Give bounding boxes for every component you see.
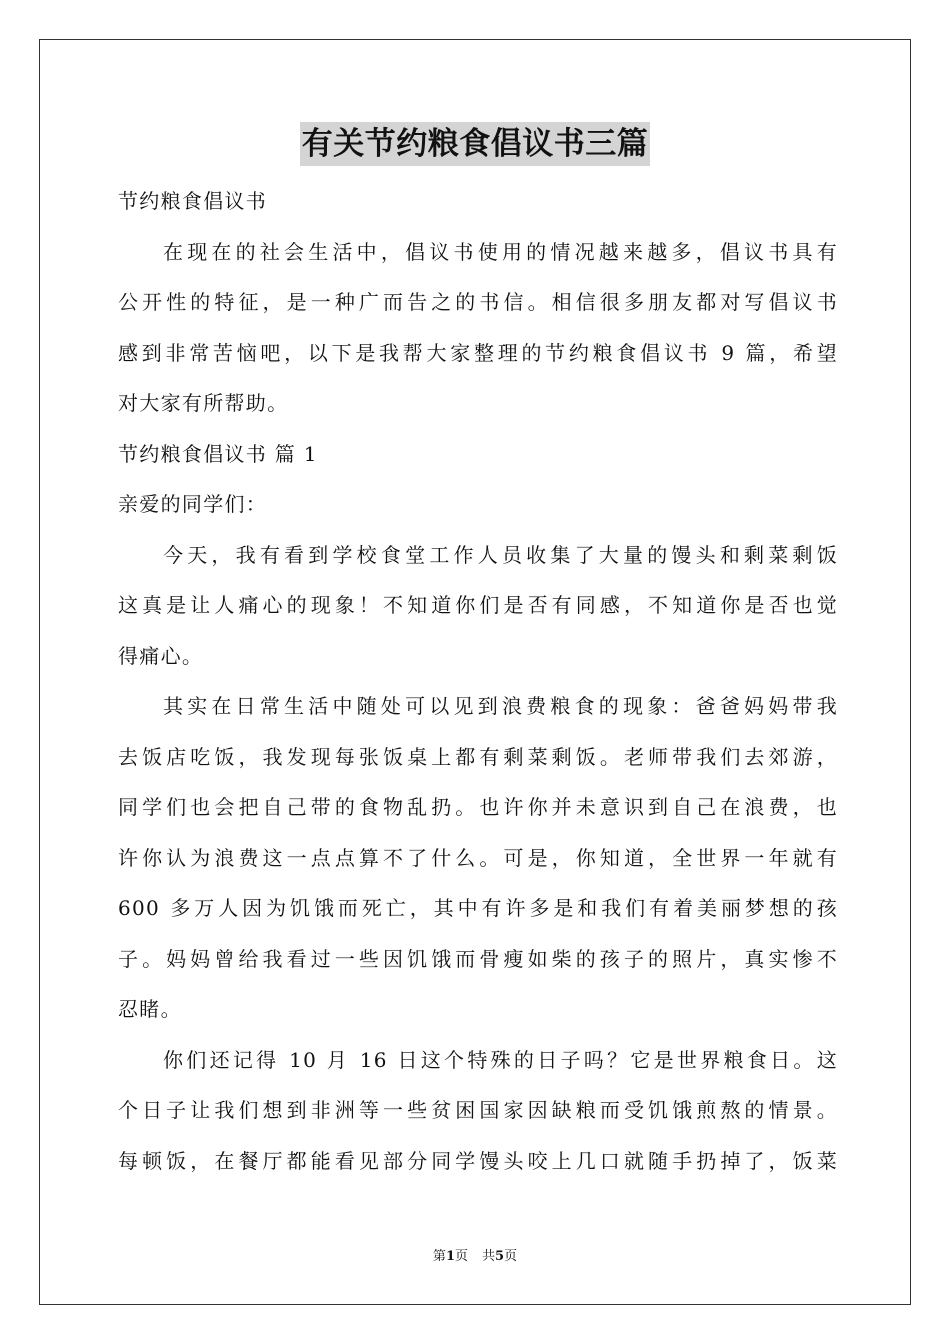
footer-page-number: 1 xyxy=(445,1249,455,1264)
text-line: 节约粮食倡议书 xyxy=(118,189,268,213)
text-line: 对大家有所帮助。 xyxy=(118,391,289,415)
text-line: 今天，我有看到学校食堂工作人员收集了大量的馒头和剩菜剩饭 xyxy=(163,542,838,567)
title-area xyxy=(0,122,950,166)
footer-page-suffix: 页 xyxy=(454,1249,468,1264)
text-line: 这真是让人痛心的现象！不知道你们是否有同感，不知道你是否也觉 xyxy=(118,593,838,617)
text-line: 得痛心。 xyxy=(118,643,204,668)
text-line: 600 多万人因为饥饿而死亡，其中有许多是和我们有着美丽梦想的孩 xyxy=(118,896,838,920)
text-line: 忍睹。 xyxy=(118,997,182,1021)
footer-total-prefix: 共 xyxy=(482,1249,496,1264)
text-line: 每顿饭，在餐厅都能看见部分同学馒头咬上几口就随手扔掉了，饭菜 xyxy=(118,1148,838,1173)
footer-page-prefix: 第 xyxy=(432,1249,446,1264)
text-line: 去饭店吃饭，我发现每张饭桌上都有剩菜剩饭。老师带我们去郊游， xyxy=(118,744,838,769)
text-line: 感到非常苦恼吧，以下是我帮大家整理的节约粮食倡议书 9 篇，希望 xyxy=(118,340,838,365)
text-line: 节约粮食倡议书 篇 1 xyxy=(118,441,318,466)
text-line: 个日子让我们想到非洲等一些贫困国家因缺粮而受饥饿煎熬的情景。 xyxy=(118,1098,838,1122)
text-line: 许你认为浪费这一点点算不了什么。可是，你知道，全世界一年就有 xyxy=(118,845,838,870)
text-line: 子。妈妈曾给我看过一些因饥饿而骨瘦如柴的孩子的照片，真实惨不 xyxy=(118,946,838,971)
footer-total-suffix: 页 xyxy=(504,1249,518,1264)
document-title: 有关节约粮食倡议书三篇 xyxy=(300,122,651,166)
text-line: 亲爱的同学们： xyxy=(118,492,268,516)
text-line: 同学们也会把自己带的食物乱扔。也许你并未意识到自己在浪费，也 xyxy=(118,795,838,819)
document-body xyxy=(118,176,838,1186)
text-line: 在现在的社会生活中，倡议书使用的情况越来越多，倡议书具有 xyxy=(163,239,838,264)
footer-total-pages: 5 xyxy=(495,1249,505,1264)
text-line: 其实在日常生活中随处可以见到浪费粮食的现象：爸爸妈妈带我 xyxy=(163,694,838,718)
page-footer xyxy=(0,1248,950,1266)
text-line: 公开性的特征，是一种广而告之的书信。相信很多朋友都对写倡议书 xyxy=(118,290,838,314)
text-line: 你们还记得 10 月 16 日这个特殊的日子吗？它是世界粮食日。这 xyxy=(163,1047,838,1072)
